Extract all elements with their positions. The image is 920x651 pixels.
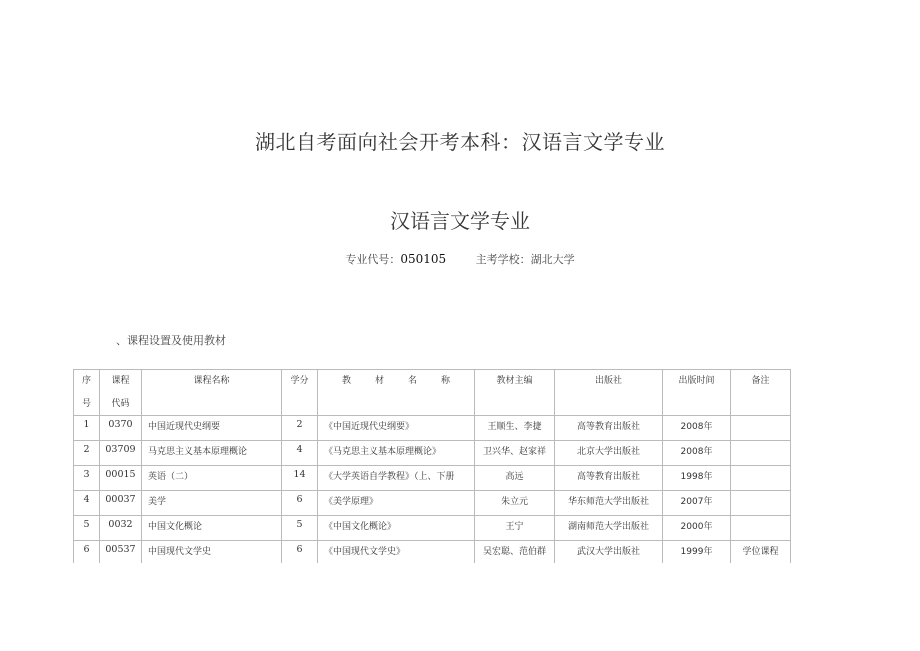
cell-name: 马克思主义基本原理概论 <box>142 441 282 466</box>
table-row <box>74 441 791 466</box>
cell-credit: 6 <box>282 491 318 516</box>
header-pub-time: 出版时间 <box>663 370 731 416</box>
cell-textbook: 《中国现代文学史》 <box>318 541 475 564</box>
cell-note <box>731 441 791 466</box>
cell-time: 2007年 <box>663 491 731 516</box>
cell-seq: 1 <box>74 416 100 441</box>
major-title: 汉语言文学专业 <box>390 209 530 233</box>
cell-credit: 6 <box>282 541 318 564</box>
cell-publisher: 华东师范大学出版社 <box>555 491 663 516</box>
cell-editor: 高远 <box>475 466 555 491</box>
cell-name: 中国现代文学史 <box>142 541 282 564</box>
cell-editor: 王顺生、李捷 <box>475 416 555 441</box>
header-editor: 教材主编 <box>475 370 555 416</box>
cell-seq: 5 <box>74 516 100 541</box>
cell-note: 学位课程 <box>731 541 791 564</box>
table-row <box>74 416 791 441</box>
cell-editor: 朱立元 <box>475 491 555 516</box>
cell-editor: 卫兴华、赵家祥 <box>475 441 555 466</box>
page-title: 湖北自考面向社会开考本科：汉语言文学专业 <box>255 130 665 154</box>
cell-publisher: 高等教育出版社 <box>555 416 663 441</box>
cell-seq: 4 <box>74 491 100 516</box>
cell-textbook: 《马克思主义基本原理概论》 <box>318 441 475 466</box>
header-textbook: 教 材 名 称 <box>318 370 475 416</box>
cell-credit: 5 <box>282 516 318 541</box>
cell-name: 中国文化概论 <box>142 516 282 541</box>
cell-name: 英语（二） <box>142 466 282 491</box>
header-code: 课程 代码 <box>100 370 142 416</box>
course-table <box>73 369 791 563</box>
table-row <box>74 541 791 564</box>
cell-credit: 4 <box>282 441 318 466</box>
cell-note <box>731 491 791 516</box>
major-code-label: 专业代号： <box>345 253 401 266</box>
cell-publisher: 北京大学出版社 <box>555 441 663 466</box>
major-info <box>0 251 920 267</box>
cell-note <box>731 416 791 441</box>
cell-textbook: 《中国近现代史纲要》 <box>318 416 475 441</box>
table-row <box>74 491 791 516</box>
cell-textbook: 《大学英语自学教程》（上、下册 <box>318 466 475 491</box>
cell-code: 0032 <box>100 516 142 541</box>
cell-code: 00015 <box>100 466 142 491</box>
cell-editor: 吴宏聪、范伯群 <box>475 541 555 564</box>
cell-credit: 14 <box>282 466 318 491</box>
section-heading: 、课程设置及使用教材 <box>116 334 226 347</box>
cell-name: 中国近现代史纲要 <box>142 416 282 441</box>
cell-seq: 3 <box>74 466 100 491</box>
cell-time: 2008年 <box>663 416 731 441</box>
cell-time: 1998年 <box>663 466 731 491</box>
header-credit: 学分 <box>282 370 318 416</box>
cell-textbook: 《中国文化概论》 <box>318 516 475 541</box>
cell-code: 00037 <box>100 491 142 516</box>
cell-code: 00537 <box>100 541 142 564</box>
cell-name: 美学 <box>142 491 282 516</box>
cell-seq: 2 <box>74 441 100 466</box>
table-header-row <box>74 370 791 416</box>
header-seq: 序 号 <box>74 370 100 416</box>
cell-time: 2000年 <box>663 516 731 541</box>
cell-publisher: 高等教育出版社 <box>555 466 663 491</box>
cell-code: 0370 <box>100 416 142 441</box>
cell-code: 03709 <box>100 441 142 466</box>
table-row <box>74 466 791 491</box>
major-code: 050105 <box>400 252 447 266</box>
header-name: 课程名称 <box>142 370 282 416</box>
cell-time: 2008年 <box>663 441 731 466</box>
cell-seq: 6 <box>74 541 100 564</box>
table-row <box>74 516 791 541</box>
header-publisher: 出版社 <box>555 370 663 416</box>
cell-publisher: 武汉大学出版社 <box>555 541 663 564</box>
cell-note <box>731 516 791 541</box>
cell-time: 1999年 <box>663 541 731 564</box>
cell-note <box>731 466 791 491</box>
cell-textbook: 《美学原理》 <box>318 491 475 516</box>
cell-credit: 2 <box>282 416 318 441</box>
cell-editor: 王宁 <box>475 516 555 541</box>
cell-publisher: 湖南师范大学出版社 <box>555 516 663 541</box>
header-note: 备注 <box>731 370 791 416</box>
school-label: 主考学校：湖北大学 <box>475 253 575 266</box>
